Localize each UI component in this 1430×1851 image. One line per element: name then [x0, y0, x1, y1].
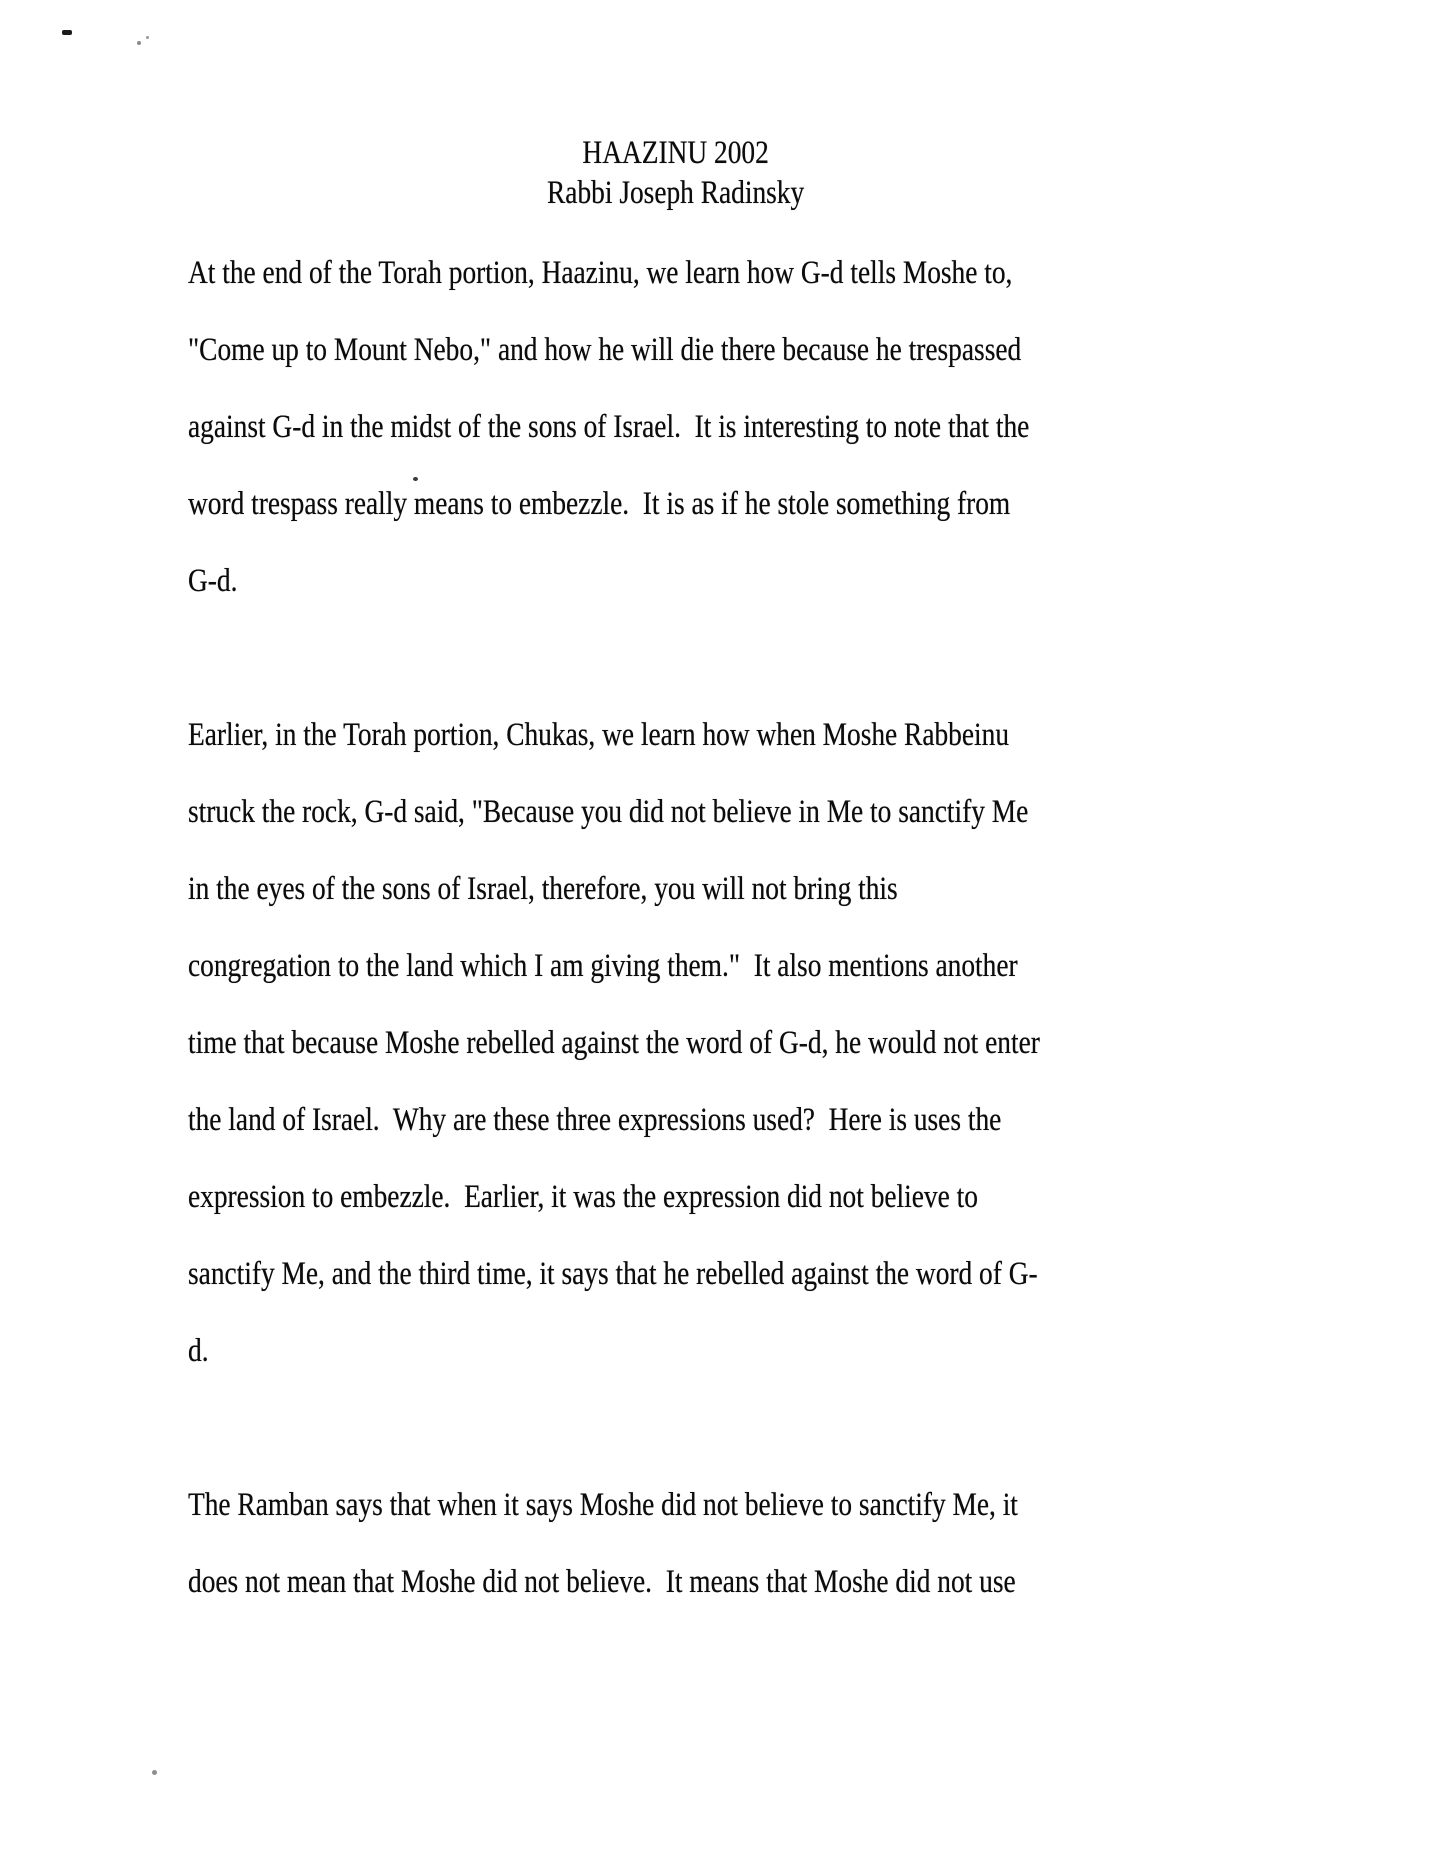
scan-speck: [137, 41, 141, 45]
text-line: Earlier, in the Torah portion, Chukas, we learn how when Moshe Rabbeinu: [188, 717, 1010, 753]
text-line: congregation to the land which I am giving them." It also mentions another: [188, 948, 1018, 984]
text-line: "Come up to Mount Nebo," and how he will die there because he trespassed: [188, 332, 1022, 368]
text-line: against G-d in the midst of the sons of Israel. It is interesting to note that the: [188, 409, 1030, 445]
scan-speck: [62, 30, 72, 35]
document-header: [188, 0, 1163, 213]
text-line: time that because Moshe rebelled against the word of G-d, he would not enter: [188, 1025, 1040, 1061]
text-line: sanctify Me, and the third time, it says that he rebelled against the word of G-: [188, 1256, 1038, 1292]
document-title: HAAZINU 2002: [582, 135, 769, 171]
text-line: At the end of the Torah portion, Haazinu, we learn how G-d tells Moshe to,: [188, 255, 1013, 291]
paragraph: [188, 1467, 1163, 1621]
text-line: expression to embezzle. Earlier, it was the expression did not believe to: [188, 1179, 978, 1215]
document-content: [188, 0, 1163, 1621]
document-author: Rabbi Joseph Radinsky: [547, 175, 805, 211]
paragraph: [188, 235, 1163, 620]
text-line: d.: [188, 1333, 209, 1369]
text-line: struck the rock, G-d said, "Because you did not believe in Me to sanctify Me: [188, 794, 1029, 830]
scan-speck: [152, 1770, 157, 1775]
text-line: in the eyes of the sons of Israel, therefore, you will not bring this: [188, 871, 898, 907]
text-line: the land of Israel. Why are these three expressions used? Here is uses the: [188, 1102, 1002, 1138]
text-line: G-d.: [188, 563, 238, 599]
paragraph: [188, 697, 1163, 1390]
text-line: word trespass really means to embezzle. It is as if he stole something from: [188, 486, 1011, 522]
text-line: The Ramban says that when it says Moshe did not believe to sanctify Me, it: [188, 1487, 1018, 1523]
scan-speck: [146, 36, 149, 39]
text-line: does not mean that Moshe did not believe. It means that Moshe did not use: [188, 1564, 1016, 1600]
